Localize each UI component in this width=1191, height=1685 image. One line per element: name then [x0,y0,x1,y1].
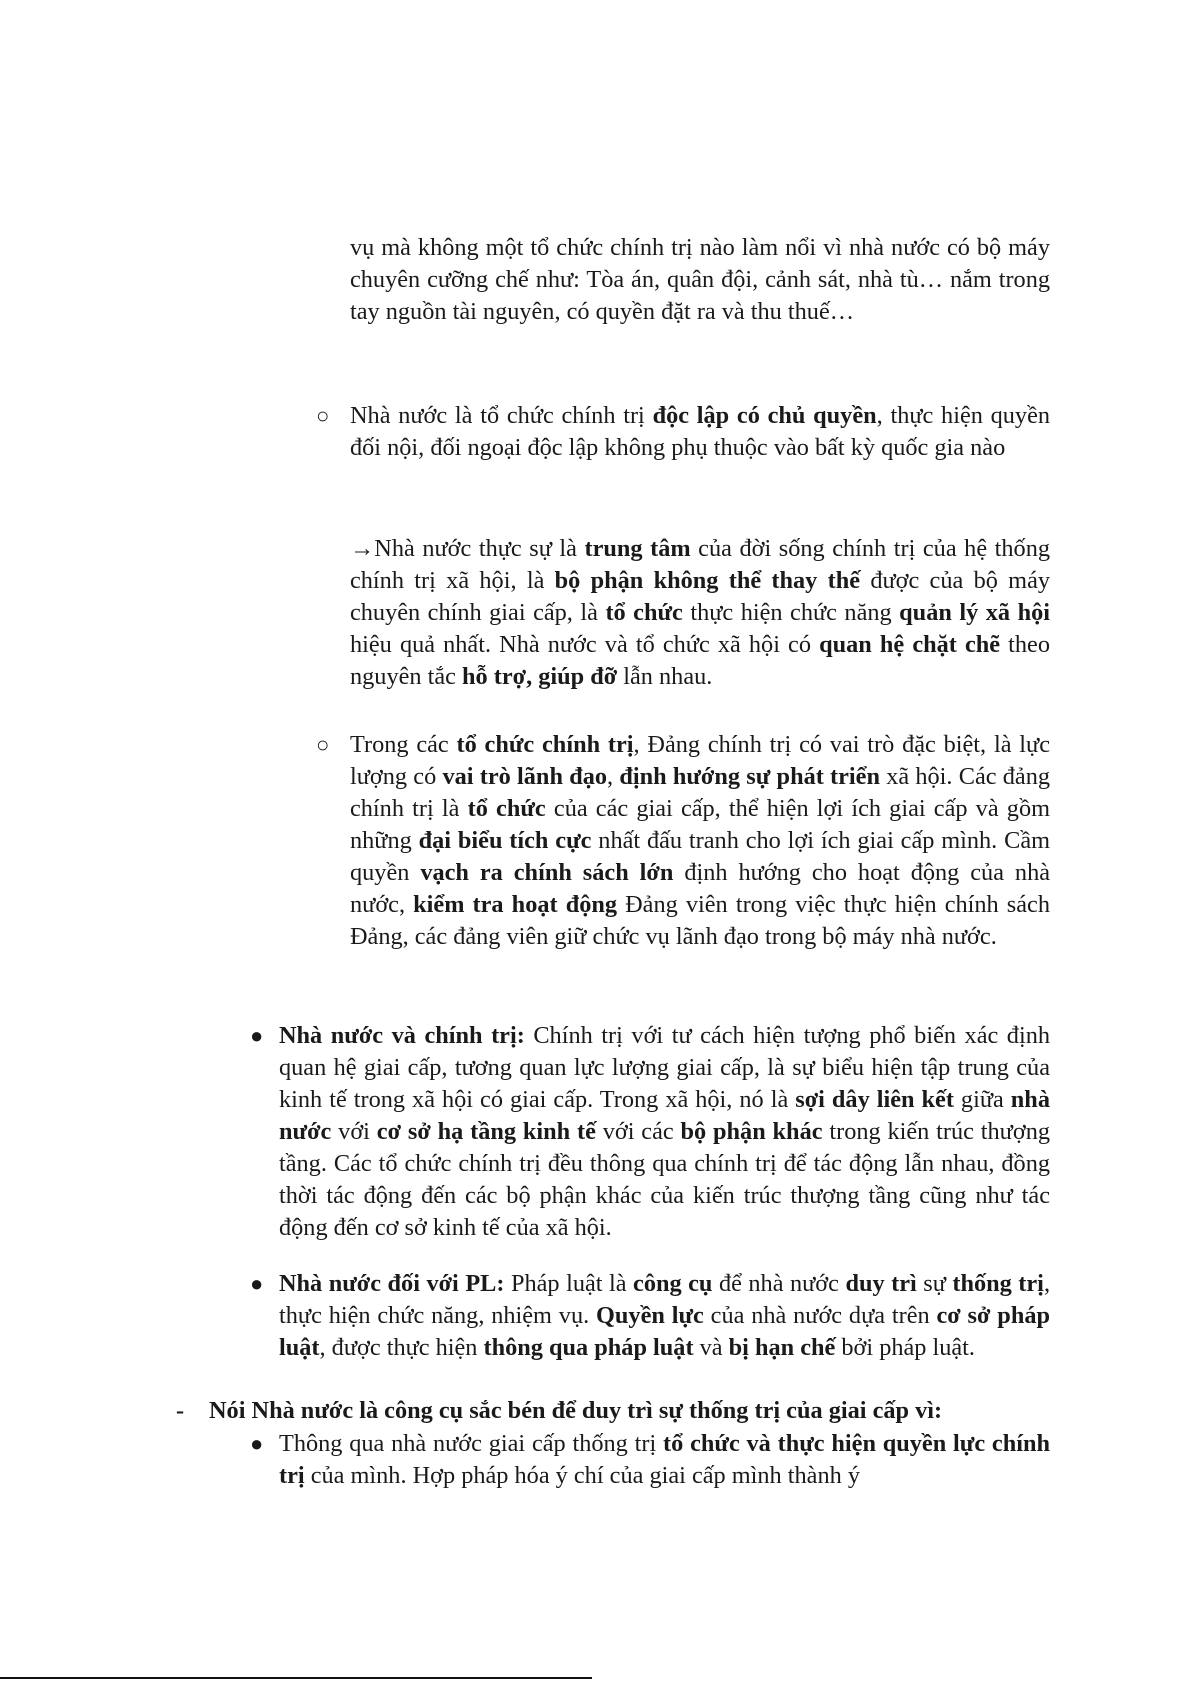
paragraph-state-and-politics: Nhà nước và chính trị: Chính trị với tư cách hiện tượng phổ biến xác định quan hệ giai cấp, tương quan lực lượng giai cấp, là sự biểu hiện tập trung của kinh tế trong xã hội có giai cấp. Trong xã hội, nó là sợi dây liên kết giữa nhà nước với cơ sở hạ tầng kinh tế với các bộ phận khác trong kiến trúc thượng tầng. Các tổ chức chính trị đều thông qua chính trị để tác động lẫn nhau, đồng thời tác động đến các bộ phận khác của kiến trúc thượng tầng cũng như tác động đến cơ sở kinh tế của xã hội. [279,1022,1051,1241]
dot-bullet: ● [250,1271,264,1296]
paragraph-sovereignty: Nhà nước là tổ chức chính trị độc lập có chủ quyền, thực hiện quyền đối nội, đối ngoại độc lập không phụ thuộc vào bất kỳ quốc gia nào [350,402,1051,461]
paragraph-text: vụ mà không một tổ chức chính trị nào làm nổi vì nhà nước có bộ máy chuyên cưỡng chế như: Tòa án, quân đội, cảnh sát, nhà tù… nắm trong tay nguồn tài nguyên, có quyền đặt ra và thu thuế… [350,234,1050,325]
dash-bullet: - [176,1397,185,1424]
dot-bullet: ● [250,1023,264,1048]
paragraph-continuation [350,232,1050,328]
paragraph-state-center: →Nhà nước thực sự là trung tâm của đời sống chính trị của hệ thống chính trị xã hội, là bộ phận không thể thay thế được của bộ máy chuyên chính giai cấp, là tổ chức thực hiện chức năng quản lý xã hội hiệu quả nhất. Nhà nước và tổ chức xã hội có quan hệ chặt chẽ theo nguyên tắc hỗ trợ, giúp đỡ lẫn nhau. [350,535,1051,690]
paragraph-state-and-law: Nhà nước đối với PL: Pháp luật là công cụ để nhà nước duy trì sự thống trị, thực hiện chức năng, nhiệm vụ. Quyền lực của nhà nước dựa trên cơ sở pháp luật, được thực hiện thông qua pháp luật và bị hạn chế bởi pháp luật. [279,1270,1051,1361]
dot-bullet: ● [250,1431,264,1456]
footer-rule [0,1677,592,1679]
paragraph-political-party: Trong các tổ chức chính trị, Đảng chính trị có vai trò đặc biệt, là lực lượng có vai trò lãnh đạo, định hướng sự phát triển xã hội. Các đảng chính trị là tổ chức của các giai cấp, thể hiện lợi ích giai cấp và gồm những đại biểu tích cực nhất đấu tranh cho lợi ích giai cấp mình. Cầm quyền vạch ra chính sách lớn định hướng cho hoạt động của nhà nước, kiểm tra hoạt động Đảng viên trong việc thực hiện chính sách Đảng, các đảng viên giữ chức vụ lãnh đạo trong bộ máy nhà nước. [350,731,1051,950]
section-heading: Nói Nhà nước là công cụ sắc bén để duy trì sự thống trị của giai cấp vì: [209,1397,943,1424]
paragraph-ruling-class: Thông qua nhà nước giai cấp thống trị tổ chức và thực hiện quyền lực chính trị của mình. Hợp pháp hóa ý chí của giai cấp mình thành ý [279,1430,1051,1489]
circle-bullet: ○ [316,403,330,428]
circle-bullet: ○ [316,732,330,757]
